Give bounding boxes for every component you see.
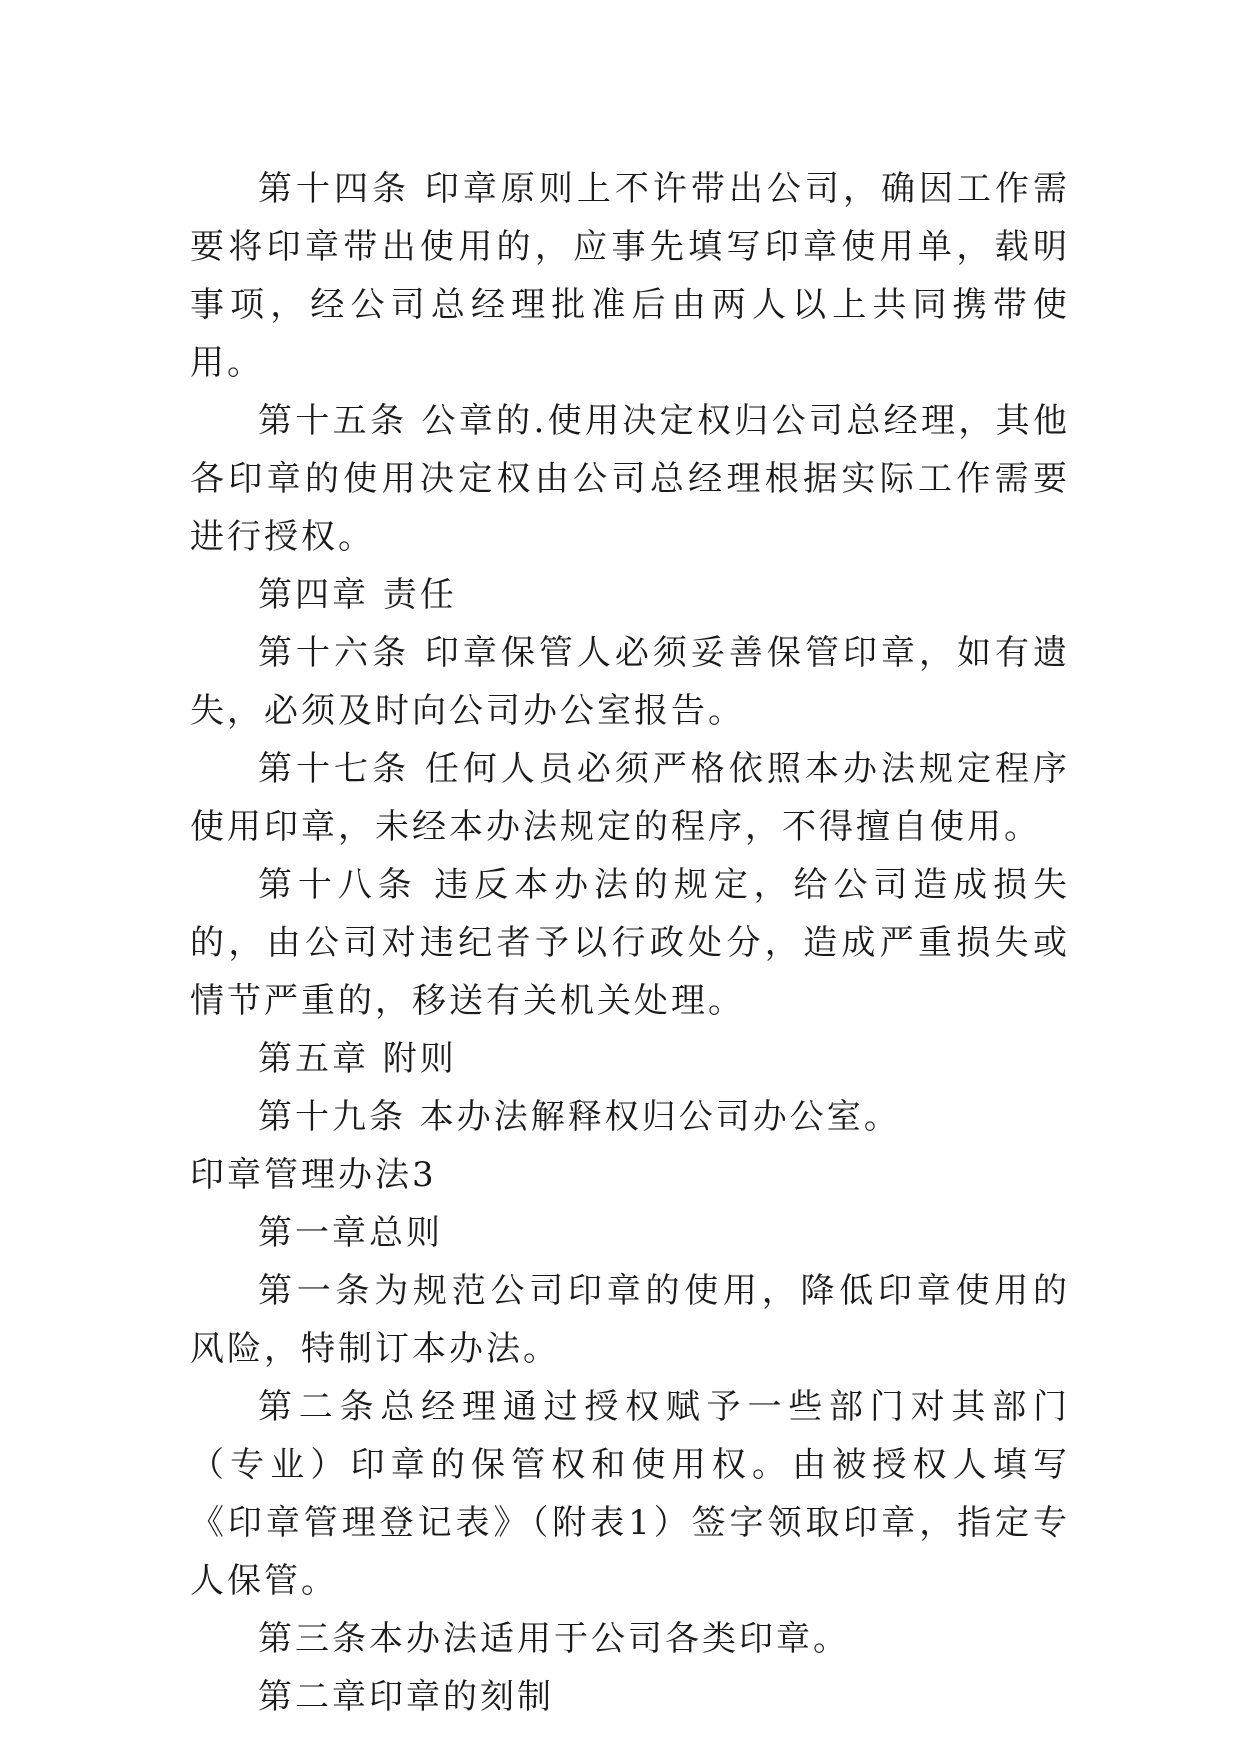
article-16-paragraph: 第十六条 印章保管人必须妥善保管印章，如有遗失，必须及时向公司办公室报告。 <box>190 633 1070 731</box>
chapter-5-heading: 第五章 附则 <box>258 1039 457 1079</box>
document-body <box>190 160 1070 1726</box>
article-15-paragraph: 第十五条 公章的.使用决定权归公司总经理，其他各印章的使用决定权由公司总经理根据实际工作需要进行授权。 <box>190 401 1070 557</box>
chapter-1-heading: 第一章总则 <box>258 1213 443 1253</box>
article-2-paragraph: 第二条总经理通过授权赋予一些部门对其部门（专业）印章的保管权和使用权。由被授权人填写《印章管理登记表》（附表1）签字领取印章，指定专人保管。 <box>190 1387 1070 1601</box>
article-18-paragraph: 第十八条 违反本办法的规定，给公司造成损失的，由公司对违纪者予以行政处分，造成严重损失或情节严重的，移送有关机关处理。 <box>190 865 1070 1021</box>
article-1-paragraph: 第一条为规范公司印章的使用，降低印章使用的风险，特制订本办法。 <box>190 1271 1070 1369</box>
section-title: 印章管理办法3 <box>190 1155 437 1195</box>
chapter-4-heading: 第四章 责任 <box>258 575 457 615</box>
article-14-paragraph: 第十四条 印章原则上不许带出公司，确因工作需要将印章带出使用的，应事先填写印章使用单，载明事项，经公司总经理批准后由两人以上共同携带使用。 <box>190 169 1070 383</box>
article-17-paragraph: 第十七条 任何人员必须严格依照本办法规定程序使用印章，未经本办法规定的程序，不得擅自使用。 <box>190 749 1070 847</box>
article-19-paragraph: 第十九条 本办法解释权归公司办公室。 <box>258 1097 901 1137</box>
article-3-paragraph: 第三条本办法适用于公司各类印章。 <box>258 1619 850 1659</box>
chapter-2-heading: 第二章印章的刻制 <box>258 1677 554 1717</box>
